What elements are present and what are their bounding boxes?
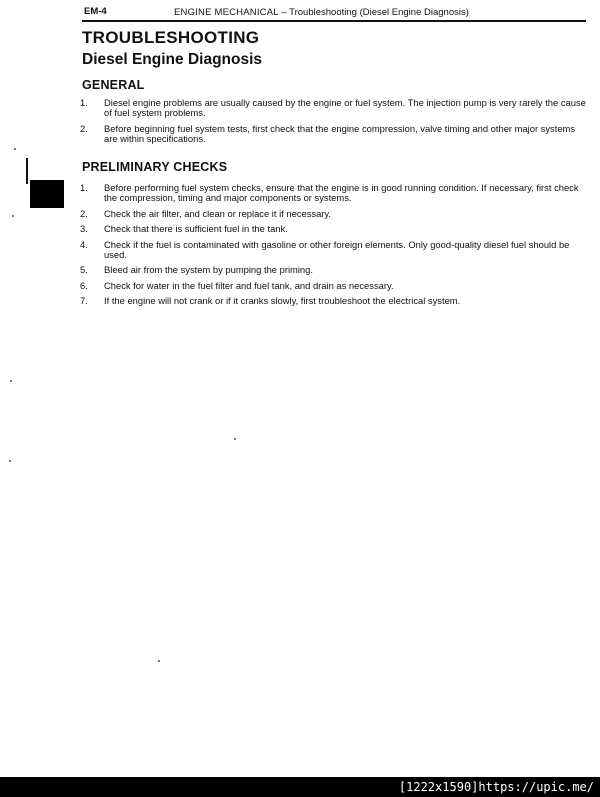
- list-item: [80, 265, 588, 275]
- page-title: TROUBLESHOOTING: [82, 28, 260, 47]
- list-item-number: 2.: [80, 207, 88, 219]
- list-item-text: Before performing fuel system checks, ensure that the engine is in good running condition. If necessary, first check the compression, timing and major components or systems.: [104, 182, 579, 204]
- section-heading-general: GENERAL: [82, 78, 145, 92]
- margin-mark: [26, 158, 28, 184]
- watermark-text: [1222x1590]https://upic.me/: [398, 780, 594, 794]
- section-heading-preliminary: PRELIMINARY CHECKS: [82, 160, 228, 174]
- list-item-text: If the engine will not crank or if it cranks slowly, first troubleshoot the electrical system.: [104, 295, 461, 307]
- list-item: [80, 224, 588, 234]
- header-title-rest: – Troubleshooting (Diesel Engine Diagnosis): [278, 7, 469, 18]
- list-item: [80, 281, 588, 291]
- list-item-text: Bleed air from the system by pumping the priming.: [104, 264, 313, 276]
- list-item: [80, 124, 588, 145]
- scan-speck: [9, 460, 11, 462]
- list-item-text: Check if the fuel is contaminated with gasoline or other foreign elements. Only good-quality diesel fuel should be used.: [104, 238, 570, 261]
- running-header: [82, 4, 586, 22]
- scan-speck: [12, 215, 14, 217]
- header-title-main: ENGINE MECHANICAL: [174, 7, 279, 18]
- section-tab-mark: [30, 180, 64, 208]
- list-item-text: Diesel engine problems are usually caused by the engine or fuel system. The injection pump is very rarely the cause of fuel system problems.: [104, 97, 586, 119]
- list-item: [80, 240, 588, 261]
- list-item-number: 2.: [80, 122, 88, 134]
- scan-speck: [234, 438, 236, 440]
- list-item-number: 1.: [80, 182, 88, 193]
- list-item-number: 7.: [80, 295, 88, 307]
- list-item-text: Check the air filter, and clean or replace it if necessary.: [104, 207, 332, 219]
- header-title: [174, 5, 469, 21]
- scan-speck: [158, 660, 160, 662]
- list-item-number: 4.: [80, 238, 88, 250]
- list-item-number: 6.: [80, 279, 88, 291]
- list-item: [80, 209, 588, 219]
- list-item-text: Check that there is sufficient fuel in the tank.: [104, 223, 288, 235]
- scan-speck: [10, 380, 12, 382]
- preliminary-list: [80, 183, 588, 312]
- list-item-text: Check for water in the fuel filter and fuel tank, and drain as necessary.: [104, 279, 394, 291]
- page-code: EM-4: [84, 6, 107, 17]
- list-item-number: 3.: [80, 223, 88, 235]
- list-item: [80, 183, 588, 204]
- list-item: [80, 296, 588, 306]
- general-list: [80, 98, 588, 150]
- scan-speck: [14, 148, 16, 150]
- list-item-number: 5.: [80, 264, 88, 276]
- list-item-number: 1.: [80, 97, 88, 108]
- list-item: [80, 98, 588, 119]
- page-subtitle: Diesel Engine Diagnosis: [82, 51, 263, 68]
- list-item-text: Before beginning fuel system tests, first check that the engine compression, valve timing and other major systems are within specifications.: [104, 122, 576, 145]
